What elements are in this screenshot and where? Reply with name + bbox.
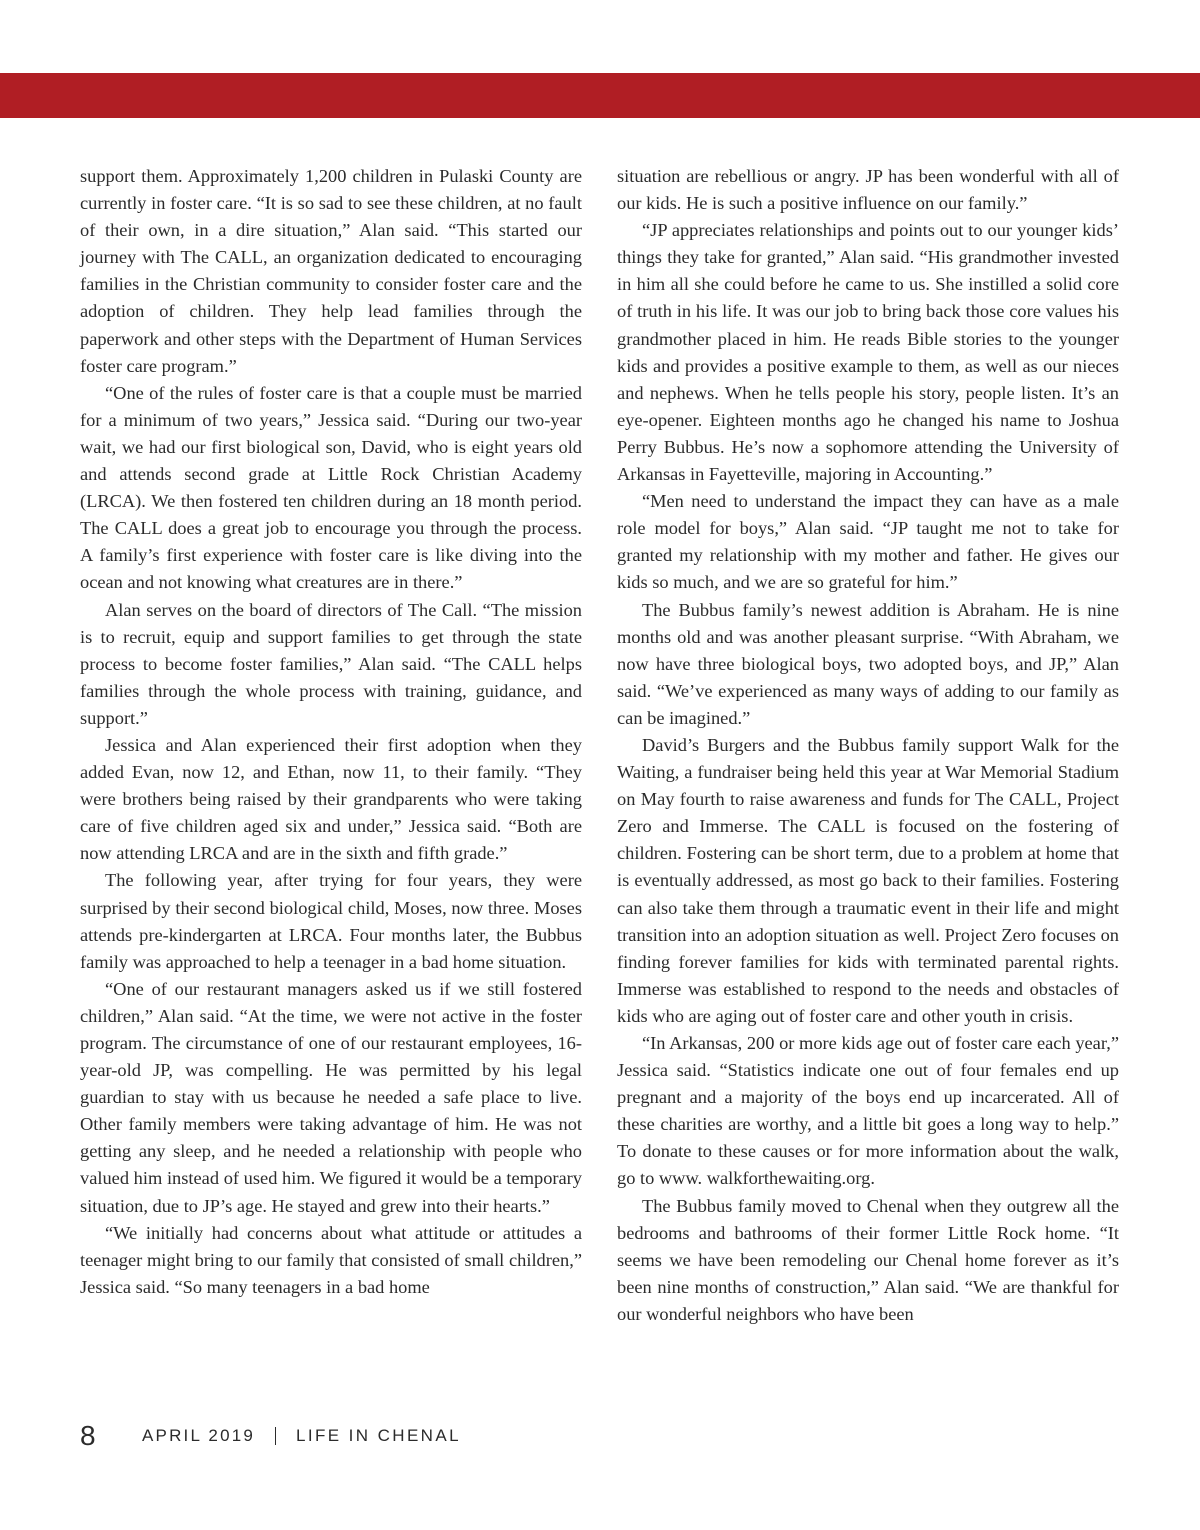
article-paragraph: The Bubbus family’s newest addition is Abraham. He is nine months old and was another pleasant surprise. “With Abraham, we now have three biological boys, two adopted boys, and JP,” Alan said. “We’ve experienced as many ways of adding to our family as can be imagined.” bbox=[617, 599, 1119, 728]
magazine-title: LIFE IN CHENAL bbox=[296, 1426, 461, 1445]
article-paragraph: David’s Burgers and the Bubbus family support Walk for the Waiting, a fundraiser being held this year at War Memorial Stadium on May fourth to raise awareness and funds for The CALL, Project Zero and Immerse. The CALL is focused on the fostering of children. Fostering can be short term, due to a problem at home that is eventually addressed, as most go back to their families. Fostering can also take them through a traumatic event in their life and might transition into an adoption situation as well. Project Zero focuses on finding forever families for kids with terminated parental rights. Immerse was established to respond to the needs and obstacles of kids who are aging out of foster care and other youth in crisis. bbox=[617, 734, 1119, 1026]
article-paragraph: The following year, after trying for four years, they were surprised by their second biological child, Moses, now three. Moses attends pre-kindergarten at LRCA. Four months later, the Bubbus family was approached to help a teenager in a bad home situation. bbox=[80, 870, 582, 972]
article-paragraph: The Bubbus family moved to Chenal when they outgrew all the bedrooms and bathrooms of their former Little Rock home. “It seems we have been remodeling our Chenal home forever as it’s been nine months of construction,” Alan said. “We are thankful for our wonderful neighbors who have been bbox=[617, 1195, 1119, 1324]
article-paragraph: “One of the rules of foster care is that a couple must be married for a minimum of two years,” Jessica said. “During our two-year wait, we had our first biological son, David, who is eight years old and attends second grade at Little Rock Christian Academy (LRCA). We then fostered ten children during an 18 month period. The CALL does a great job to encourage you through the process. A family’s first experience with foster care is like diving into the ocean and not knowing what creatures are in there.” bbox=[80, 382, 582, 593]
article-paragraph: situation are rebellious or angry. JP has been wonderful with all of our kids. He is such a positive influence on our family.” bbox=[617, 166, 1119, 214]
article-paragraph: “We initially had concerns about what attitude or attitudes a teenager might bring to our family that consisted of small children,” Jessica said. “So many teenagers in a bad home bbox=[80, 1222, 582, 1297]
article-paragraph: “In Arkansas, 200 or more kids age out of foster care each year,” Jessica said. “Statistics indicate one out of four females end up pregnant and a majority of the boys end up incarcerated. All of these charities are worthy, and a little bit goes a long way to help.” To donate to these causes or for more information about the walk, go to www. walkforthewaiting.org. bbox=[617, 1033, 1119, 1189]
article-paragraph: support them. Approximately 1,200 children in Pulaski County are currently in foster care. “It is so sad to see these children, at no fault of their own, in a dire situation,” Alan said. “This started our journey with The CALL, an organization dedicated to encouraging families in the Christian community to consider foster care and the adoption of children. They help lead families through the paperwork and other steps with the Department of Human Services foster care program.” bbox=[80, 166, 582, 376]
article-column-right bbox=[617, 163, 1119, 1328]
issue-date: APRIL 2019 bbox=[142, 1426, 256, 1445]
header-accent-bar bbox=[0, 73, 1200, 118]
footer-divider bbox=[275, 1427, 276, 1445]
page-footer bbox=[80, 1418, 461, 1454]
article-paragraph: “JP appreciates relationships and points out to our younger kids’ things they take for granted,” Alan said. “His grandmother invested in him all she could before he came to us. She instilled a solid core of truth in his life. It was our job to bring back those core values his grandmother placed in him. He reads Bible stories to the younger kids and provides a positive example to them, as well as our nieces and nephews. When he tells people his story, people listen. It’s an eye-opener. Eighteen months ago he changed his name to Joshua Perry Bubbus. He’s now a sophomore attending the University of Arkansas in Fayetteville, majoring in Accounting.” bbox=[617, 220, 1119, 485]
article-column-left bbox=[80, 163, 582, 1301]
article-paragraph: Jessica and Alan experienced their first adoption when they added Evan, now 12, and Ethan, now 11, to their family. “They were brothers being raised by their grandparents who were taking care of five children aged six and under,” Jessica said. “Both are now attending LRCA and are in the sixth and fifth grade.” bbox=[80, 734, 582, 864]
article-paragraph: Alan serves on the board of directors of The Call. “The mission is to recruit, equip and support families to get through the state process to become foster families,” Alan said. “The CALL helps families through the whole process with training, guidance, and support.” bbox=[80, 599, 582, 728]
page-number: 8 bbox=[80, 1420, 96, 1451]
article-paragraph: “Men need to understand the impact they can have as a male role model for boys,” Alan said. “JP taught me not to take for granted my relationship with my mother and father. He gives our kids so much, and we are so grateful for him.” bbox=[617, 491, 1119, 593]
article-paragraph: “One of our restaurant managers asked us if we still fostered children,” Alan said. “At the time, we were not active in the foster program. The circumstance of one of our restaurant employees, 16-year-old JP, was compelling. He was permitted by his legal guardian to stay with us because he needed a safe place to live. Other family members were taking advantage of him. He was not getting any sleep, and he needed a relationship with people who valued him instead of used him. We figured it would be a temporary situation, due to JP’s age. He stayed and grew into their hearts.” bbox=[80, 978, 582, 1216]
